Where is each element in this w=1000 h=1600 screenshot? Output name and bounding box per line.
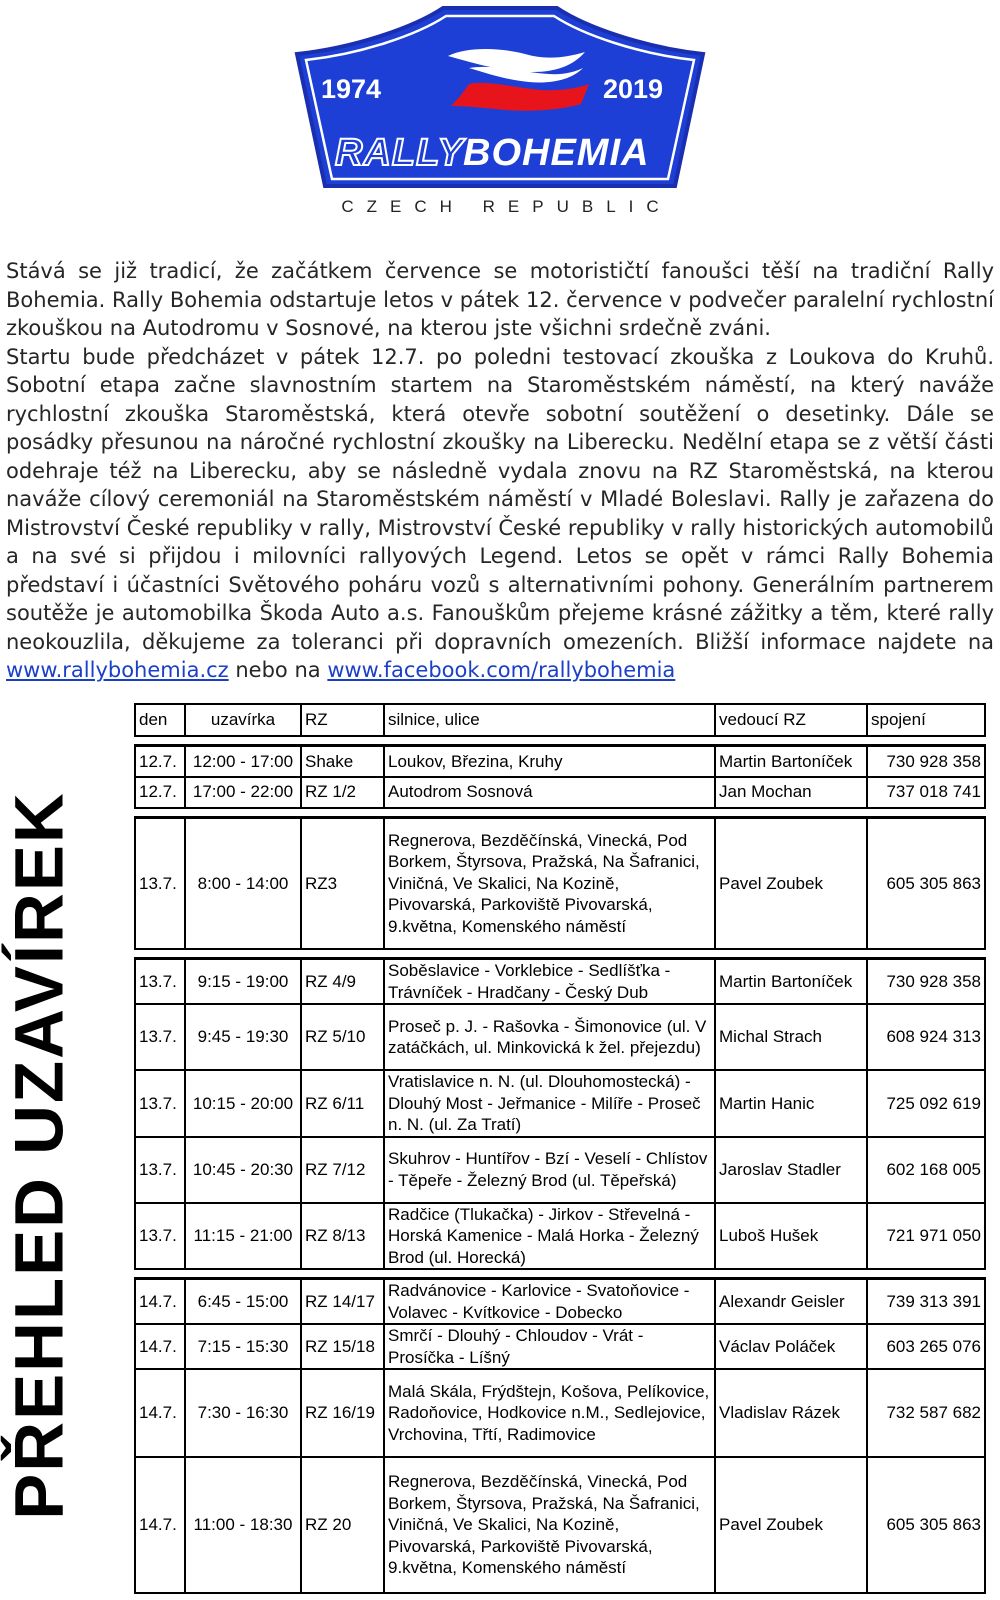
cell-vedouci: Vladislav Rázek	[715, 1369, 867, 1457]
cell-den: 14.7.	[135, 1279, 185, 1325]
cell-uzavirka: 6:45 - 15:00	[185, 1279, 301, 1325]
cell-spojeni: 730 928 358	[867, 746, 985, 777]
cell-rz: RZ 8/13	[301, 1203, 384, 1270]
header-rz: RZ	[301, 704, 384, 736]
cell-uzavirka: 8:00 - 14:00	[185, 817, 301, 949]
intro-paragraph-2-text: Startu bude předcházet v pátek 12.7. po poledni testovací zkouška z Loukova do Kruhů. Sobotní etapa začne slavnostním startem na Staroměstském náměstí, na který naváže rychlostní zkouška Staroměstská, která otevře sobotní soutěžení o desetinky. Dále se posádky přesunou na náročné rychlostní zkoušky na Liberecku. Nedělní etapa se z větší části odehraje též na Liberecku, aby se následně vydala znovu na RZ Staroměstská, na kterou naváže cílový ceremoniál na Staroměstském náměstí v Mladé Boleslavi. Rally je zařazena do Mistrovství České republiky v rally, Mistrovství České republiky v rally historických automobilů a na své si přijdou i milovníci rallyových Legend. Letos se opět v rámci Rally Bohemia představí i účastníci Světového poháru vozů s alternativními pohony. Generálním partnerem soutěže je automobilka Škoda Auto a.s. Fanouškům přejeme krásné zážitky a těm, které rally neokouzlila, děkujeme za toleranci při dopravních omezeních. Bližší informace najdete na	[6, 344, 994, 654]
cell-rz: RZ3	[301, 817, 384, 949]
cell-den: 13.7.	[135, 1203, 185, 1270]
facebook-link[interactable]: www.facebook.com/rallybohemia	[327, 658, 676, 682]
cell-rz: RZ 4/9	[301, 959, 384, 1005]
table-row	[135, 1137, 985, 1203]
cell-den: 13.7.	[135, 959, 185, 1005]
table-row	[135, 1203, 985, 1270]
cell-silnice: Smrčí - Dlouhý - Chloudov - Vrát - Prosíčka - Líšný	[384, 1324, 715, 1369]
cell-silnice: Autodrom Sosnová	[384, 777, 715, 808]
cell-uzavirka: 9:15 - 19:00	[185, 959, 301, 1005]
cell-rz: RZ 14/17	[301, 1279, 384, 1325]
cell-vedouci: Alexandr Geisler	[715, 1279, 867, 1325]
cell-spojeni: 605 305 863	[867, 1457, 985, 1593]
cell-rz: Shake	[301, 746, 384, 777]
cell-vedouci: Martin Bartoníček	[715, 746, 867, 777]
cell-silnice: Skuhrov - Huntířov - Bzí - Veselí - Chlístov - Těpeře - Železný Brod (ul. Těpeřská)	[384, 1137, 715, 1203]
cell-den: 13.7.	[135, 1004, 185, 1070]
side-title-text: PŘEHLED UZAVÍREK	[0, 791, 78, 1520]
cell-spojeni: 739 313 391	[867, 1279, 985, 1325]
cell-rz: RZ 5/10	[301, 1004, 384, 1070]
cell-uzavirka: 17:00 - 22:00	[185, 777, 301, 808]
logo-year-right: 2019	[603, 74, 664, 104]
cell-uzavirka: 9:45 - 19:30	[185, 1004, 301, 1070]
cell-rz: RZ 6/11	[301, 1070, 384, 1137]
table-row	[135, 817, 985, 949]
header-silnice: silnice, ulice	[384, 704, 715, 736]
cell-den: 13.7.	[135, 817, 185, 949]
cell-silnice: Malá Skála, Frýdštejn, Košova, Pelíkovice, Radoňovice, Hodkovice n.M., Sedlejovice, Vrchovina, Třtí, Radimovice	[384, 1369, 715, 1457]
cell-uzavirka: 12:00 - 17:00	[185, 746, 301, 777]
cell-spojeni: 605 305 863	[867, 817, 985, 949]
table-row	[135, 1369, 985, 1457]
cell-rz: RZ 7/12	[301, 1137, 384, 1203]
table-row	[135, 1279, 985, 1325]
cell-den: 13.7.	[135, 1070, 185, 1137]
logo-year-left: 1974	[321, 74, 382, 104]
cell-vedouci: Luboš Hušek	[715, 1203, 867, 1270]
cell-den: 14.7.	[135, 1324, 185, 1369]
cell-vedouci: Martin Bartoníček	[715, 959, 867, 1005]
table-row	[135, 1324, 985, 1369]
header-vedouci: vedoucí RZ	[715, 704, 867, 736]
cell-den: 14.7.	[135, 1369, 185, 1457]
table-row	[135, 746, 985, 777]
header-den: den	[135, 704, 185, 736]
table-spacer	[135, 736, 985, 746]
cell-uzavirka: 10:15 - 20:00	[185, 1070, 301, 1137]
cell-vedouci: Pavel Zoubek	[715, 817, 867, 949]
header-spojeni: spojení	[867, 704, 985, 736]
cell-silnice: Regnerova, Bezděčínská, Vinecká, Pod Borkem, Štyrsova, Pražská, Na Šafranici, Viničná, Ve Skalici, Na Kozině, Pivovarská, Parkoviště Pivovarská, 9.května, Komenského náměstí	[384, 817, 715, 949]
cell-silnice: Radčice (Tlukačka) - Jirkov - Střevelná - Horská Kamenice - Malá Horka - Železný Brod (ul. Horecká)	[384, 1203, 715, 1270]
table-spacer	[135, 1269, 985, 1279]
side-title	[0, 791, 78, 1520]
table-row	[135, 959, 985, 1005]
cell-den: 13.7.	[135, 1137, 185, 1203]
rally-bohemia-logo	[293, 2, 707, 197]
cell-spojeni: 730 928 358	[867, 959, 985, 1005]
intro-paragraph-2	[6, 343, 994, 685]
cell-uzavirka: 7:30 - 16:30	[185, 1369, 301, 1457]
table-row	[135, 1457, 985, 1593]
cell-silnice: Proseč p. J. - Rašovka - Šimonovice (ul. V zatáčkách, ul. Minkovická k žel. přejezdu)	[384, 1004, 715, 1070]
cell-uzavirka: 7:15 - 15:30	[185, 1324, 301, 1369]
cell-spojeni: 602 168 005	[867, 1137, 985, 1203]
cell-vedouci: Jaroslav Stadler	[715, 1137, 867, 1203]
cell-den: 12.7.	[135, 777, 185, 808]
cell-vedouci: Václav Poláček	[715, 1324, 867, 1369]
cell-spojeni: 608 924 313	[867, 1004, 985, 1070]
intro-connector: nebo na	[235, 658, 321, 682]
logo-subtitle: CZECH REPUBLIC	[341, 197, 672, 216]
cell-spojeni: 725 092 619	[867, 1070, 985, 1137]
cell-silnice: Vratislavice n. N. (ul. Dlouhomostecká) - Dlouhý Most - Jeřmanice - Milíře - Proseč n. N. (ul. Za Tratí)	[384, 1070, 715, 1137]
cell-rz: RZ 15/18	[301, 1324, 384, 1369]
cell-rz: RZ 16/19	[301, 1369, 384, 1457]
cell-vedouci: Michal Strach	[715, 1004, 867, 1070]
cell-silnice: Soběslavice - Vorklebice - Sedlíšťka - Trávníček - Hradčany - Český Dub	[384, 959, 715, 1005]
cell-spojeni: 603 265 076	[867, 1324, 985, 1369]
logo-name-solid: BOHEMIA	[463, 132, 650, 174]
cell-silnice: Regnerova, Bezděčínská, Vinecká, Pod Borkem, Štyrsova, Pražská, Na Šafranici, Viničná, Ve Skalici, Na Kozině, Pivovarská, Parkoviště Pivovarská, 9.května, Komenského náměstí	[384, 1457, 715, 1593]
intro-paragraph-1: Stává se již tradicí, že začátkem července se motorističtí fanoušci těší na tradiční Rally Bohemia. Rally Bohemia odstartuje letos v pátek 12. července v podvečer paralelní rychlostní zkouškou na Autodromu v Sosnové, na kterou jste všichni srdečně zváni.	[6, 259, 994, 340]
cell-spojeni: 737 018 741	[867, 777, 985, 808]
cell-rz: RZ 20	[301, 1457, 384, 1593]
table-row	[135, 777, 985, 808]
rallybohemia-link[interactable]: www.rallybohemia.cz	[6, 658, 229, 682]
cell-silnice: Radvánovice - Karlovice - Svatoňovice - Volavec - Kvítkovice - Dobecko	[384, 1279, 715, 1325]
table-header-row	[135, 704, 985, 736]
table-row	[135, 1070, 985, 1137]
cell-silnice: Loukov, Březina, Kruhy	[384, 746, 715, 777]
cell-den: 14.7.	[135, 1457, 185, 1593]
cell-spojeni: 721 971 050	[867, 1203, 985, 1270]
cell-uzavirka: 10:45 - 20:30	[185, 1137, 301, 1203]
header-uzavirka: uzavírka	[185, 704, 301, 736]
cell-vedouci: Jan Mochan	[715, 777, 867, 808]
cell-vedouci: Pavel Zoubek	[715, 1457, 867, 1593]
intro-text	[6, 257, 994, 685]
table-row	[135, 1004, 985, 1070]
table-spacer	[135, 949, 985, 959]
cell-vedouci: Martin Hanic	[715, 1070, 867, 1137]
cell-den: 12.7.	[135, 746, 185, 777]
cell-spojeni: 732 587 682	[867, 1369, 985, 1457]
logo-name-outline: RALLY	[335, 132, 464, 174]
cell-uzavirka: 11:15 - 21:00	[185, 1203, 301, 1270]
cell-uzavirka: 11:00 - 18:30	[185, 1457, 301, 1593]
table-spacer	[135, 808, 985, 818]
closures-table	[134, 703, 986, 1594]
cell-rz: RZ 1/2	[301, 777, 384, 808]
